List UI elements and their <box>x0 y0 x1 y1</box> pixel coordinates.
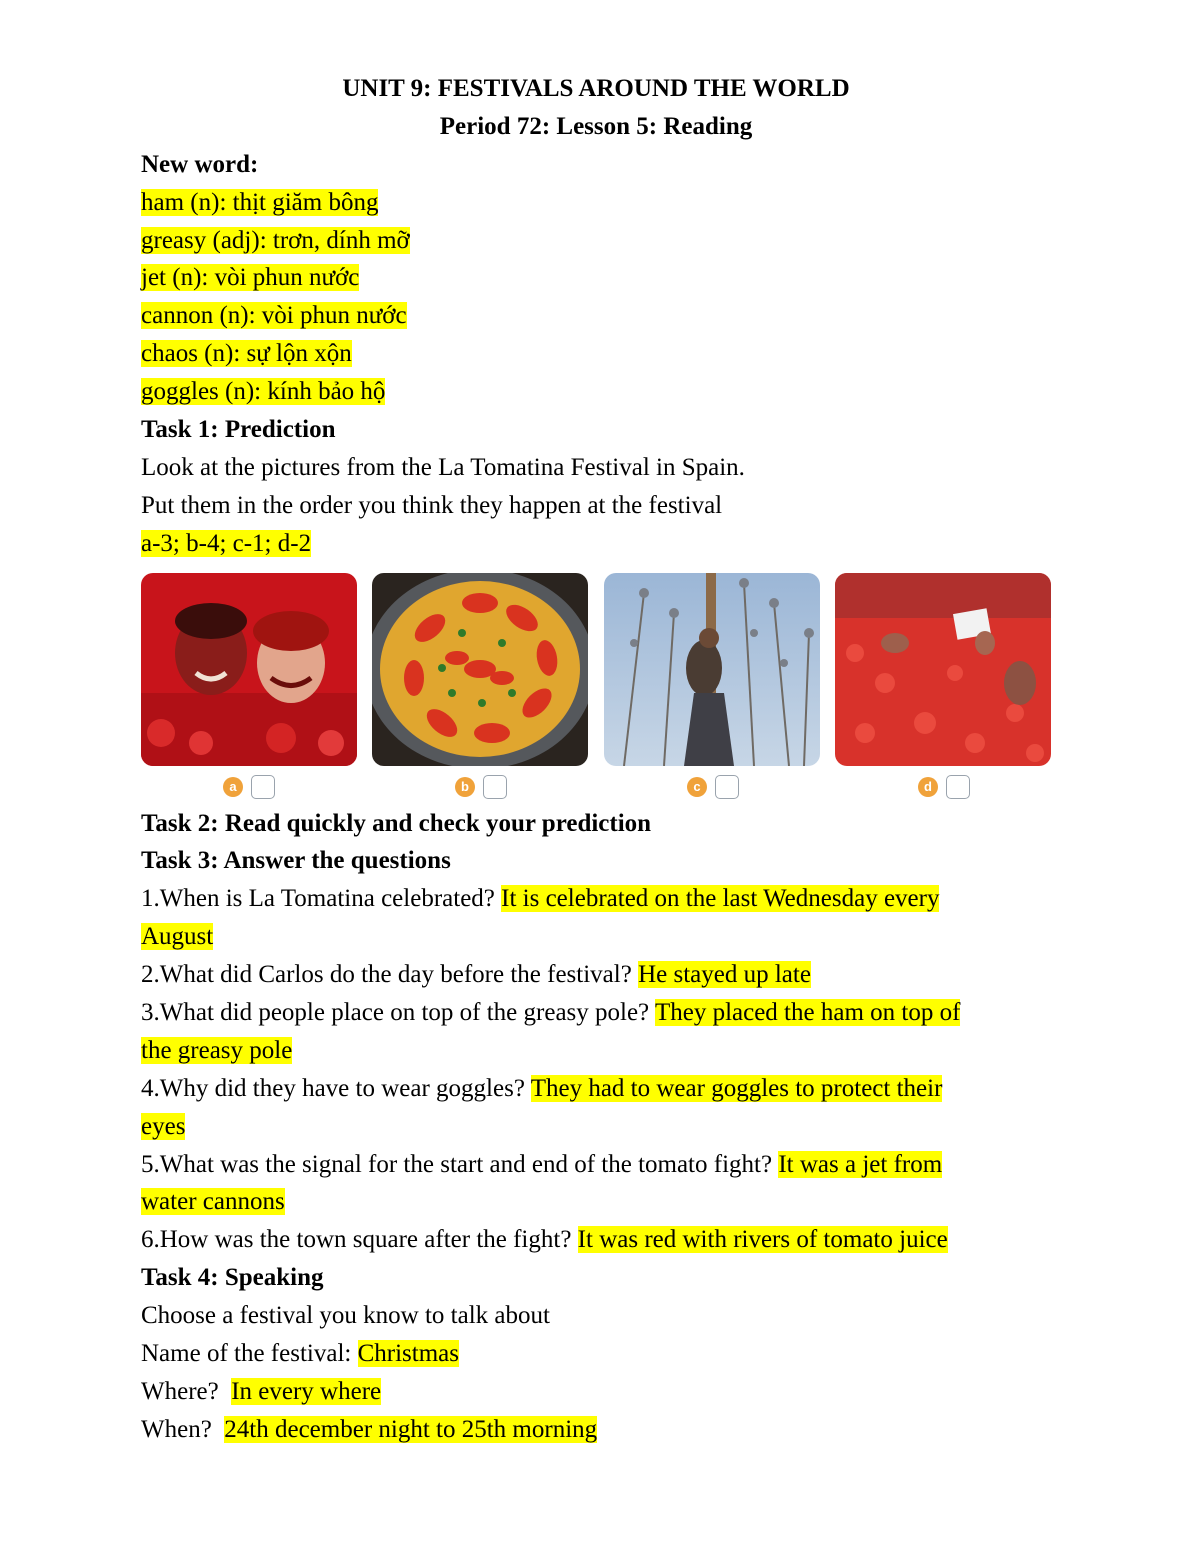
vocab-item: goggles (n): kính bảo hộ <box>141 378 386 406</box>
task1-instruction-1: Look at the pictures from the La Tomatina Festival in Spain. <box>141 453 745 481</box>
answer-1: It is celebrated on the last Wednesday every <box>501 885 940 913</box>
picture-label-d <box>918 775 970 799</box>
answer-5: It was a jet from <box>778 1150 943 1178</box>
festival-name-row: Name of the festival: Christmas <box>141 1340 459 1368</box>
greasy-pole-photo <box>604 573 820 766</box>
vocab-item: chaos (n): sự lộn xộn <box>141 340 352 368</box>
task1-heading: Task 1: Prediction <box>141 416 336 444</box>
vocab-item: ham (n): thịt giăm bông <box>141 188 379 216</box>
page-title: UNIT 9: FESTIVALS AROUND THE WORLD <box>342 75 850 102</box>
question-2: 2.What did Carlos do the day before the festival? He stayed up late <box>141 961 811 989</box>
question-4: 4.Why did they have to wear goggles? They had to wear goggles to protect their <box>141 1074 943 1102</box>
task2-heading: Task 2: Read quickly and check your prediction <box>141 809 652 837</box>
picture-label-c <box>687 775 739 799</box>
tomato-crowd-photo <box>835 573 1051 766</box>
picture-label-a <box>223 775 275 799</box>
question-1: 1.When is La Tomatina celebrated? It is celebrated on the last Wednesday every <box>141 885 940 913</box>
answer-2: He stayed up late <box>638 961 811 989</box>
question-5: 5.What was the signal for the start and end of the tomato fight? It was a jet from <box>141 1150 943 1178</box>
task1-answer: a-3; b-4; c-1; d-2 <box>141 529 312 557</box>
letter-badge: b <box>455 777 475 797</box>
letter-badge: c <box>687 777 707 797</box>
new-word-heading: New word: <box>141 150 259 178</box>
question-3-continued: the greasy pole <box>141 1036 293 1064</box>
festival-where-row: Where? In every where <box>141 1377 382 1405</box>
answer-checkbox[interactable] <box>715 775 739 799</box>
task4-intro: Choose a festival you know to talk about <box>141 1302 550 1330</box>
question-5-continued: water cannons <box>141 1188 285 1216</box>
task1-instruction-2: Put them in the order you think they happen at the festival <box>141 491 723 519</box>
answer-4: They had to wear goggles to protect their <box>530 1074 943 1102</box>
question-6: 6.How was the town square after the fight? It was red with rivers of tomato juice <box>141 1226 948 1254</box>
festival-where-answer: In every where <box>231 1377 382 1405</box>
vocab-item: jet (n): vòi phun nước <box>141 264 360 292</box>
answer-checkbox[interactable] <box>483 775 507 799</box>
answer-checkbox[interactable] <box>946 775 970 799</box>
letter-badge: d <box>918 777 938 797</box>
question-4-continued: eyes <box>141 1112 186 1140</box>
festival-when-row: When? 24th december night to 25th morning <box>141 1415 598 1443</box>
answer-6: It was red with rivers of tomato juice <box>577 1226 948 1254</box>
festival-name-answer: Christmas <box>357 1340 459 1368</box>
festival-when-answer: 24th december night to 25th morning <box>224 1415 598 1443</box>
question-1-continued: August <box>141 923 214 951</box>
paella-pan-photo <box>372 573 588 766</box>
picture-row <box>141 565 1051 805</box>
vocab-item: cannon (n): vòi phun nước <box>141 302 407 330</box>
picture-label-b <box>455 775 507 799</box>
answer-checkbox[interactable] <box>251 775 275 799</box>
task3-heading: Task 3: Answer the questions <box>141 847 451 875</box>
page-subtitle: Period 72: Lesson 5: Reading <box>439 112 753 140</box>
letter-badge: a <box>223 777 243 797</box>
people-in-tomatoes-photo <box>141 573 357 766</box>
question-3: 3.What did people place on top of the greasy pole? They placed the ham on top of <box>141 999 961 1027</box>
worksheet-page <box>141 70 1051 1449</box>
task4-heading: Task 4: Speaking <box>141 1264 324 1292</box>
vocab-item: greasy (adj): trơn, dính mỡ <box>141 226 410 254</box>
answer-3: They placed the ham on top of <box>654 999 961 1027</box>
